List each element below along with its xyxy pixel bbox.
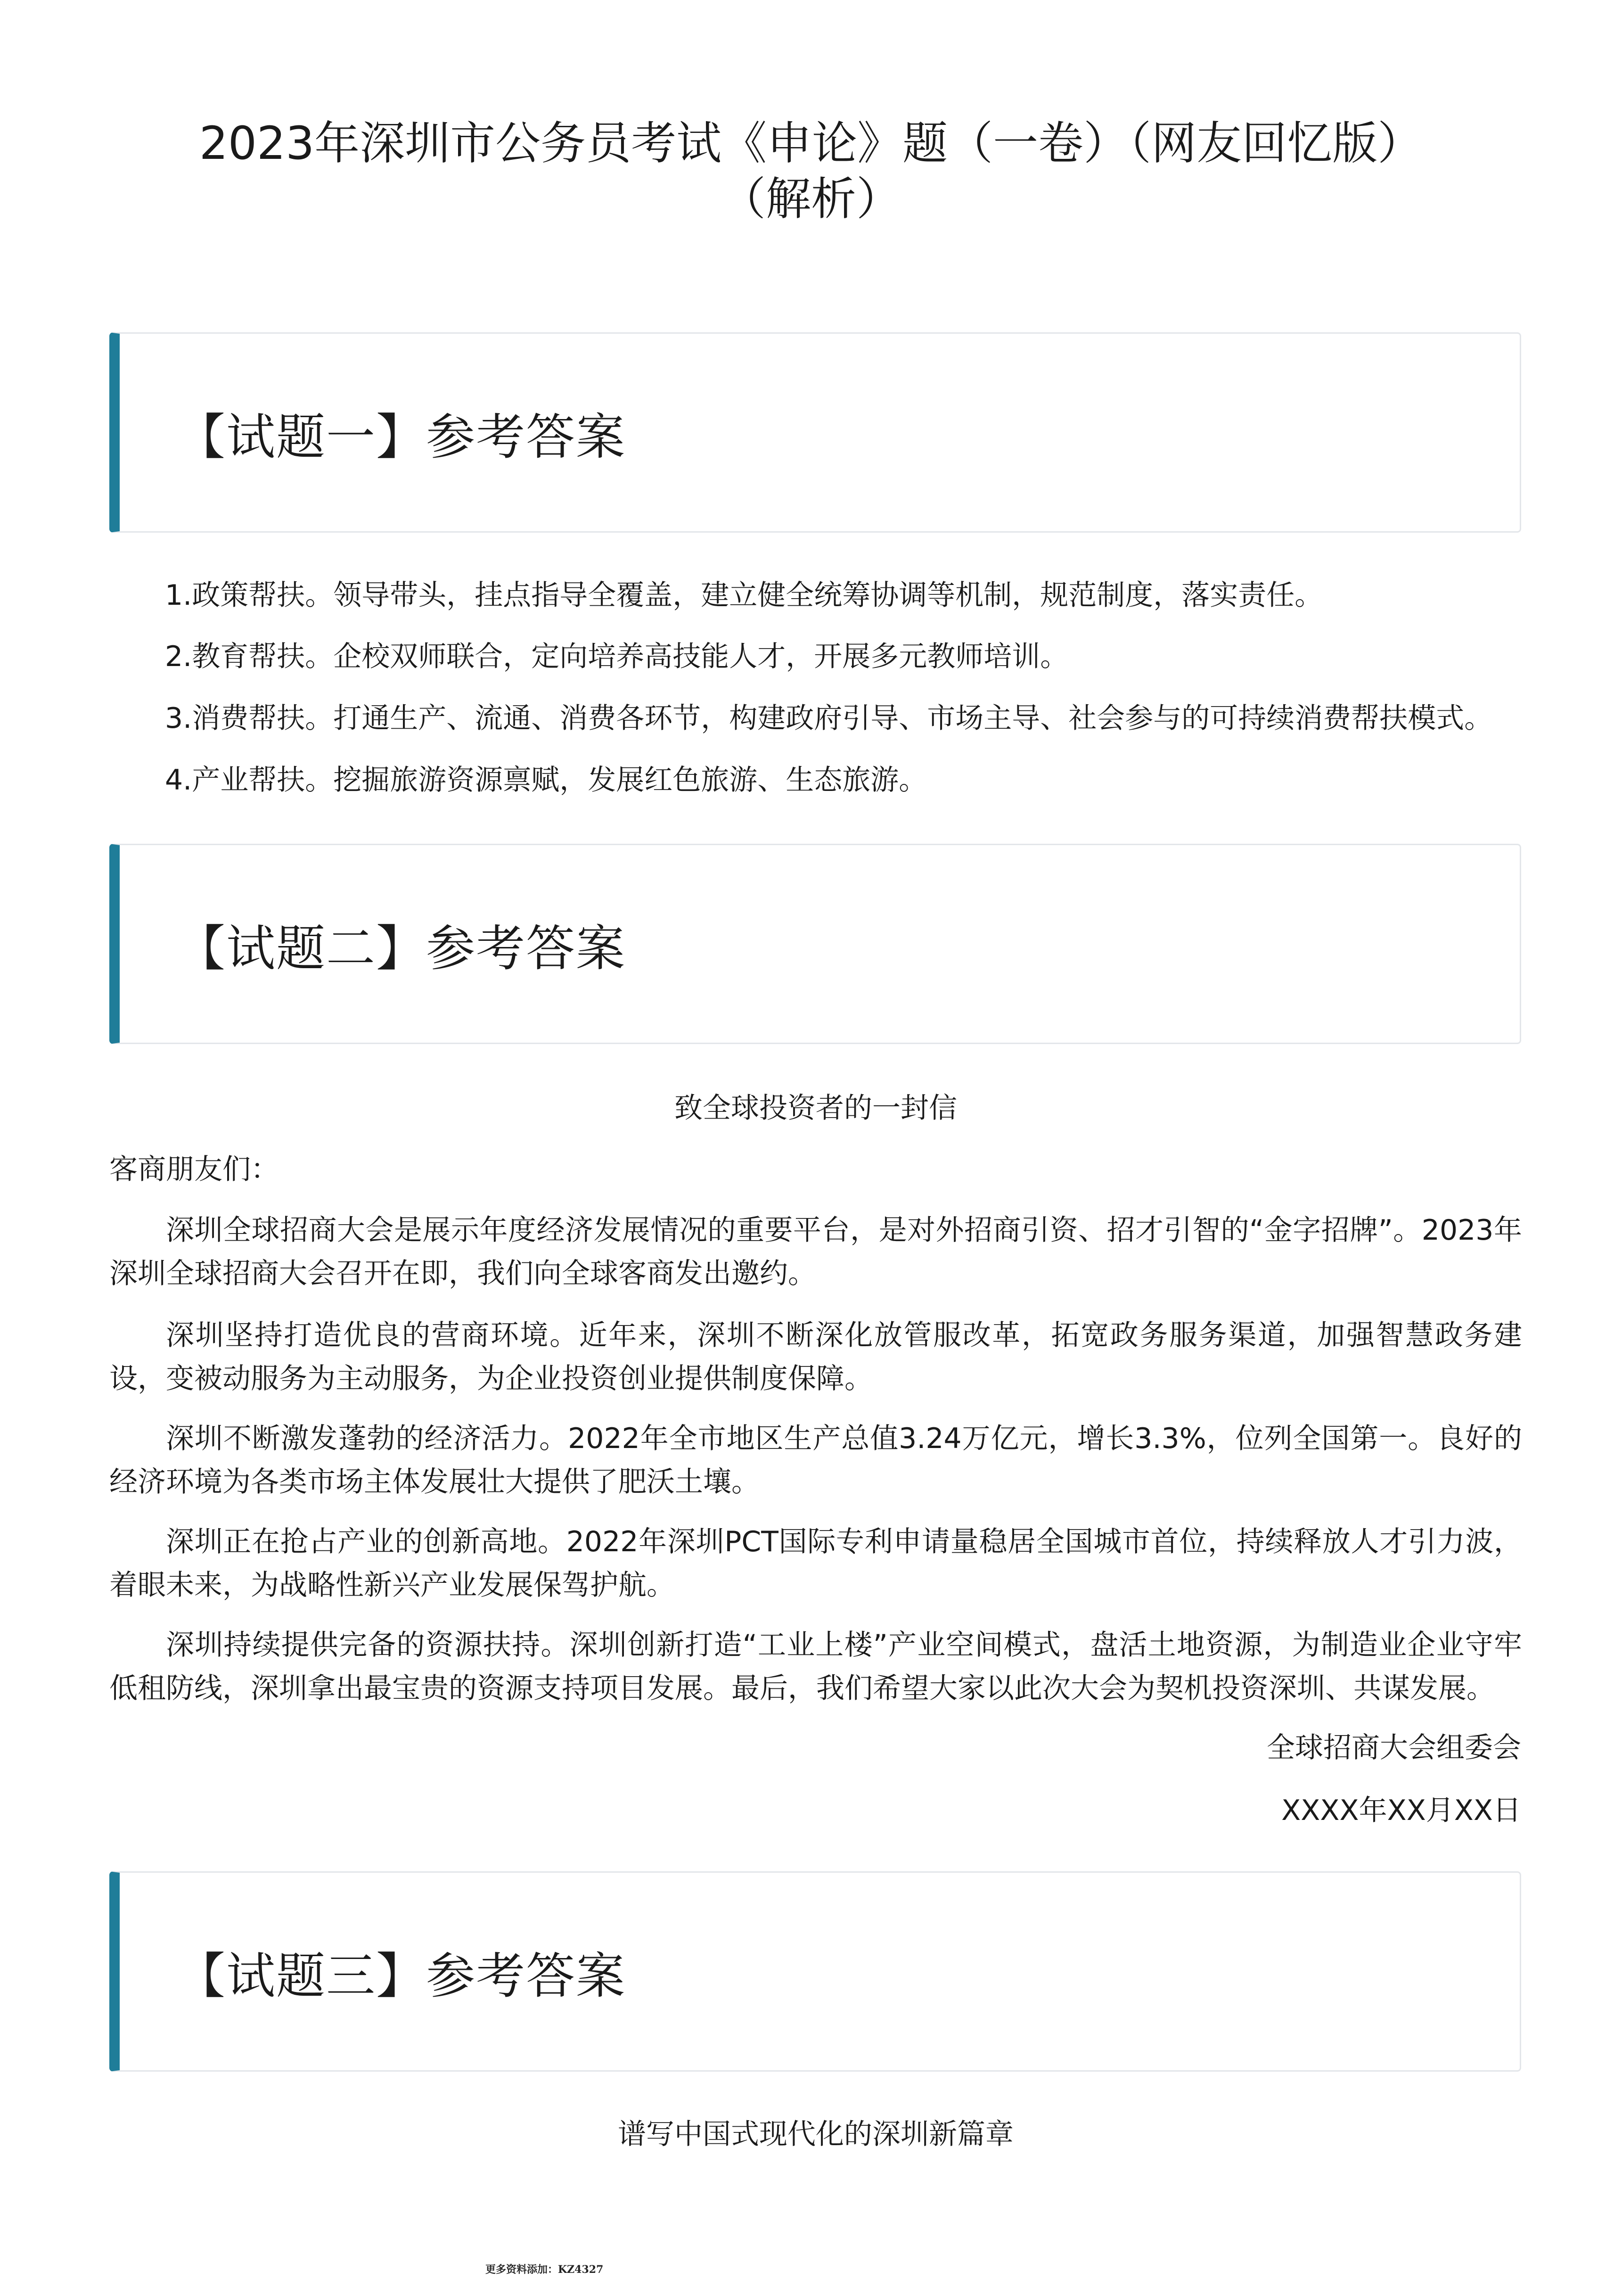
section-heading: 【试题二】参考答案 bbox=[176, 919, 626, 977]
letter-paragraph-3: 深圳不断激发蓬勃的经济活力。2022年全市地区生产总值3.24万亿元，增长3.3%，位列全国第一。良好的经济环境为各类市场主体发展壮大提供了肥沃土壤。 bbox=[109, 1422, 1522, 1498]
letter-paragraph-1: 深圳全球招商大会是展示年度经济发展情况的重要平台，是对外招商引资、招才引智的“金字招牌”。2023年深圳全球招商大会召开在即，我们向全球客商发出邀约。 bbox=[109, 1214, 1522, 1290]
answer-item-1: 1.政策帮扶。领导带头，挂点指导全覆盖，建立健全统筹协调等机制，规范制度，落实责任。 bbox=[165, 579, 1323, 612]
letter-date: XXXX年XX月XX日 bbox=[1281, 1794, 1521, 1827]
section-header-q3 bbox=[109, 1871, 1521, 2072]
essay-title: 谱写中国式现代化的深圳新篇章 bbox=[618, 2118, 1014, 2151]
letter-paragraph-4: 深圳正在抢占产业的创新高地。2022年深圳PCT国际专利申请量稳居全国城市首位，持续释放人才引力波，着眼未来，为战略性新兴产业发展保驾护航。 bbox=[109, 1525, 1522, 1602]
answer-item-3: 3.消费帮扶。打通生产、流通、消费各环节，构建政府引导、市场主导、社会参与的可持续消费帮扶模式。 bbox=[165, 702, 1493, 735]
section-heading: 【试题一】参考答案 bbox=[176, 408, 626, 466]
section-header-q1 bbox=[109, 332, 1521, 533]
letter-paragraph-5: 深圳持续提供完备的资源扶持。深圳创新打造“工业上楼”产业空间模式，盘活土地资源，为制造业企业守牢低租防线，深圳拿出最宝贵的资源支持项目发展。最后，我们希望大家以此次大会为契机投资深圳、共谋发展。 bbox=[109, 1629, 1522, 1705]
letter-title: 致全球投资者的一封信 bbox=[674, 1092, 957, 1125]
page-title-line-2: （解析） bbox=[721, 173, 901, 225]
section-header-q2 bbox=[109, 844, 1521, 1044]
answer-item-2: 2.教育帮扶。企校双师联合，定向培养高技能人才，开展多元教师培训。 bbox=[165, 640, 1069, 673]
footer-note: 更多资料添加：KZ4327 bbox=[485, 2263, 604, 2276]
answer-item-4: 4.产业帮扶。挖掘旅游资源禀赋，发展红色旅游、生态旅游。 bbox=[165, 764, 927, 797]
letter-signature: 全球招商大会组委会 bbox=[1267, 1731, 1521, 1764]
section-heading: 【试题三】参考答案 bbox=[176, 1947, 626, 2005]
letter-salutation: 客商朋友们： bbox=[109, 1153, 279, 1186]
letter-paragraph-2: 深圳坚持打造优良的营商环境。近年来，深圳不断深化放管服改革，拓宽政务服务渠道，加强智慧政务建设，变被动服务为主动服务，为企业投资创业提供制度保障。 bbox=[109, 1319, 1522, 1395]
page-title bbox=[108, 115, 1514, 227]
page-title-line-1: 2023年深圳市公务员考试《申论》题（一卷）（网友回忆版） bbox=[199, 117, 1423, 170]
